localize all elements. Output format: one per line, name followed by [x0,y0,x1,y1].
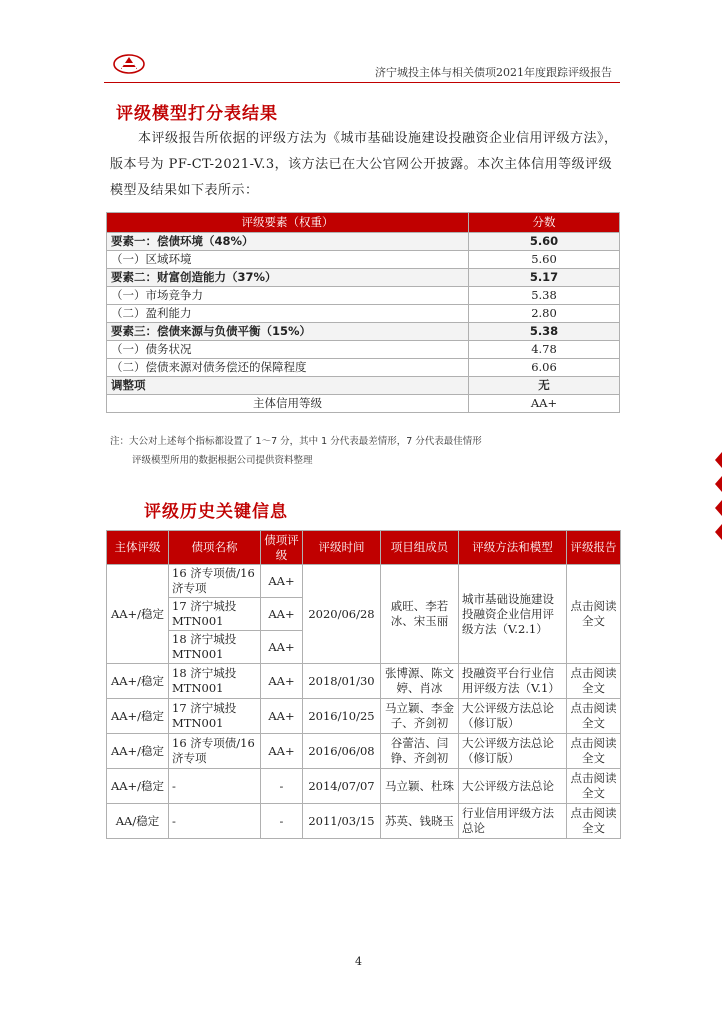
factor-score: 4.78 [469,341,620,359]
bond-rating: AA+ [261,699,303,734]
header-entity-rating: 主体评级 [107,531,169,565]
score-row [107,395,620,413]
bond-name: - [169,804,261,839]
header-bond-name: 债项名称 [169,531,261,565]
company-logo [112,52,146,76]
header-method: 评级方法和模型 [459,531,567,565]
score-row [107,251,620,269]
score-row [107,269,620,287]
section-heading-model: 评级模型打分表结果 [116,104,278,124]
rating-date: 2020/06/28 [303,565,381,664]
rating-method: 城市基础设施建设投融资企业信用评级方法（V.2.1） [459,565,567,664]
rating-method: 大公评级方法总论（修订版） [459,699,567,734]
note-scale: 注：大公对上述每个指标都设置了 1～7 分，其中 1 分代表最差情形，7 分代表最佳情形 [110,436,482,447]
report-link[interactable]: 点击阅读全文 [567,565,621,664]
score-row [107,305,620,323]
rating-date: 2018/01/30 [303,664,381,699]
factor-name: 要素三：偿债来源与负债平衡（15%） [107,323,469,341]
table-row [107,664,621,699]
bond-rating: - [261,804,303,839]
factor-name: 要素二：财富创造能力（37%） [107,269,469,287]
bond-rating: AA+ [261,598,303,631]
factor-score: 无 [469,377,620,395]
report-link[interactable]: 点击阅读全文 [567,804,621,839]
factor-name: （一）市场竞争力 [107,287,469,305]
factor-score: 5.60 [469,233,620,251]
header-members: 项目组成员 [381,531,459,565]
table-row [107,734,621,769]
bond-name: 16 济专项债/16 济专项 [169,565,261,598]
team-members: 马立颖、杜珠 [381,769,459,804]
report-link[interactable]: 点击阅读全文 [567,699,621,734]
factor-name: 主体信用等级 [107,395,469,413]
rating-date: 2014/07/07 [303,769,381,804]
factor-score: 5.38 [469,323,620,341]
history-table-body [107,565,621,839]
team-members: 马立颖、李金子、齐剑初 [381,699,459,734]
team-members: 苏英、钱晓玉 [381,804,459,839]
note-source: 评级模型所用的数据根据公司提供资料整理 [132,455,313,466]
entity-rating: AA+/稳定 [107,769,169,804]
rating-method: 大公评级方法总论 [459,769,567,804]
factor-score: 6.06 [469,359,620,377]
factor-name: （一）区域环境 [107,251,469,269]
header-bond-rating: 债项评级 [261,531,303,565]
factor-score: 2.80 [469,305,620,323]
header-title: 济宁城投主体与相关债项2021年度跟踪评级报告 [375,66,612,79]
factor-name: （一）债务状况 [107,341,469,359]
bond-rating: AA+ [261,565,303,598]
edge-decoration [712,448,724,558]
factor-score: 5.38 [469,287,620,305]
bond-name: - [169,769,261,804]
entity-rating: AA+/稳定 [107,699,169,734]
entity-rating: AA+/稳定 [107,664,169,699]
entity-rating: AA+/稳定 [107,565,169,664]
bond-name: 18 济宁城投 MTN001 [169,664,261,699]
header-report: 评级报告 [567,531,621,565]
score-row [107,323,620,341]
score-row [107,377,620,395]
header-date: 评级时间 [303,531,381,565]
score-row [107,287,620,305]
score-row [107,341,620,359]
rating-method: 投融资平台行业信用评级方法（V.1） [459,664,567,699]
bond-rating: - [261,769,303,804]
header-divider [104,82,620,83]
page-number: 4 [355,955,362,968]
factor-name: （二）盈利能力 [107,305,469,323]
score-table-body [107,233,620,413]
factor-name: （二）偿债来源对债务偿还的保障程度 [107,359,469,377]
factor-score: AA+ [469,395,620,413]
history-table-header [107,531,621,565]
score-table-header [107,213,620,233]
table-row [107,804,621,839]
rating-date: 2016/10/25 [303,699,381,734]
factor-score: 5.17 [469,269,620,287]
factor-score: 5.60 [469,251,620,269]
team-members: 谷蕾洁、闫铮、齐剑初 [381,734,459,769]
table-notes [110,432,482,470]
intro-text: 本评级报告所依据的评级方法为《城市基础设施建设投融资企业信用评级方法》，版本号为 PF-CT-2021-V.3，该方法已在大公官网公开披露。本次主体信用等级评级模型及结果如下表所示： [110,131,618,198]
entity-rating: AA+/稳定 [107,734,169,769]
rating-date: 2011/03/15 [303,804,381,839]
header-factor: 评级要素（权重） [107,213,469,233]
bond-name: 17 济宁城投 MTN001 [169,699,261,734]
factor-name: 调整项 [107,377,469,395]
rating-date: 2016/06/08 [303,734,381,769]
report-link[interactable]: 点击阅读全文 [567,734,621,769]
score-row [107,233,620,251]
bond-name: 18 济宁城投 MTN001 [169,631,261,664]
factor-name: 要素一：偿债环境（48%） [107,233,469,251]
score-table [106,212,620,413]
entity-rating: AA/稳定 [107,804,169,839]
bond-rating: AA+ [261,664,303,699]
rating-method: 行业信用评级方法总论 [459,804,567,839]
bond-name: 17 济宁城投 MTN001 [169,598,261,631]
table-row [107,565,621,598]
section-heading-history: 评级历史关键信息 [144,502,288,522]
bond-rating: AA+ [261,734,303,769]
report-link[interactable]: 点击阅读全文 [567,664,621,699]
table-row [107,769,621,804]
team-members: 张博源、陈文婷、肖冰 [381,664,459,699]
team-members: 戚旺、李若冰、宋玉丽 [381,565,459,664]
history-table [106,530,621,839]
table-row [107,699,621,734]
rating-method: 大公评级方法总论（修订版） [459,734,567,769]
bond-rating: AA+ [261,631,303,664]
intro-paragraph [110,126,622,204]
bond-name: 16 济专项债/16 济专项 [169,734,261,769]
report-link[interactable]: 点击阅读全文 [567,769,621,804]
header-score: 分数 [469,213,620,233]
score-row [107,359,620,377]
